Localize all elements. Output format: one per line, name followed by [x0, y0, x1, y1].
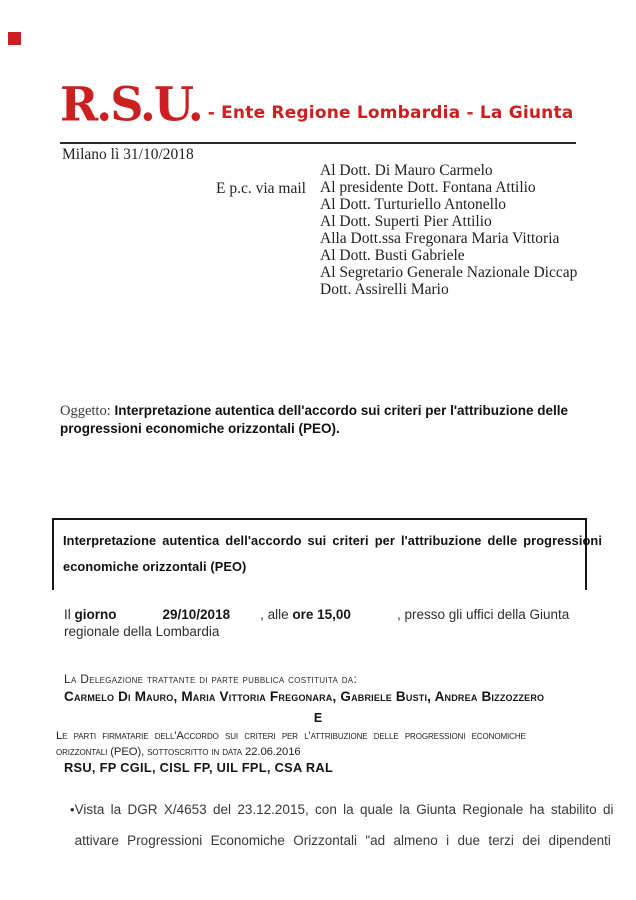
signatory-parties: [56, 729, 584, 760]
bullet-line: Vista la DGR X/4653 del 23.12.2015, con la quale la Giunta Regionale ha stabilito di: [74, 802, 614, 817]
meeting-giorno-label: giorno: [74, 607, 117, 622]
subject-paragraph: [60, 402, 600, 437]
subject-line: [60, 402, 600, 420]
bullet-text: [75, 794, 614, 856]
meeting-details: [64, 606, 569, 640]
box-title-line: Interpretazione autentica dell'accordo sui criteri per l'attribuzione delle progressioni: [63, 533, 602, 548]
conjunction-e: E: [313, 711, 323, 725]
meeting-time: 15,00: [313, 607, 351, 622]
recipient-list: [320, 162, 577, 298]
parties-line: Le parti firmatarie dell'Accordo sui criteri per l'attribuzione delle progressioni economiche: [56, 730, 526, 742]
recipient-line: Al Dott. Superti Pier Attilio: [320, 213, 492, 230]
meeting-line: regionale della Lombardia: [64, 624, 220, 639]
bullet-line: attivare Progressioni Economiche Orizzontali "ad almeno i due terzi dei dipendenti: [74, 833, 611, 848]
delegation-names: Carmelo Di Mauro, Maria Vittoria Fregonara, Gabriele Busti, Andrea Bizzozzero: [64, 689, 545, 704]
box-title-line: economiche orizzontali (PEO): [63, 559, 247, 574]
subject-line: progressioni economiche orizzontali (PEO).: [60, 421, 340, 436]
recipient-line: Dott. Assirelli Mario: [320, 281, 449, 298]
logo-tagline: - Ente Regione Lombardia - La Giunta: [207, 103, 574, 123]
dateline: Milano lì 31/10/2018: [62, 146, 194, 163]
recipient-line: Al Segretario Generale Nazionale Diccap: [320, 264, 578, 281]
meeting-text: , presso gli uffici della Giunta: [396, 607, 570, 622]
header-divider: [60, 142, 576, 144]
recipient-line: Alla Dott.ssa Fregonara Maria Vittoria: [320, 230, 560, 247]
union-list: RSU, FP CGIL, CISL FP, UIL FPL, CSA RAL: [64, 760, 334, 775]
meeting-text: , alle: [260, 607, 293, 622]
recipient-line: Al Dott. Busti Gabriele: [320, 247, 465, 264]
delegation-intro: La Delegazione trattante di parte pubblica costituita da:: [64, 672, 358, 686]
subject-text: Interpretazione autentica dell'accordo sui criteri per l'attribuzione delle: [114, 403, 569, 418]
meeting-date: 29/10/2018: [162, 607, 231, 622]
agreement-title-box: [52, 518, 602, 590]
letterhead: [60, 78, 573, 130]
recipient-line: Al Dott. Turturiello Antonello: [320, 196, 507, 213]
recipient-line: Al Dott. Di Mauro Carmelo: [320, 162, 493, 179]
meeting-ore-label: ore: [292, 607, 314, 622]
bullet-icon: •: [70, 802, 75, 817]
rsu-logo: R.S.U.: [60, 76, 202, 132]
cc-note: E p.c. via mail: [216, 180, 306, 197]
recipient-line: Al presidente Dott. Fontana Attilio: [320, 179, 536, 196]
bullet-paragraph: [70, 794, 614, 856]
meeting-text: Il: [64, 607, 75, 622]
red-square-mark-icon: [8, 32, 21, 45]
parties-line: orizzontali (PEO), sottoscritto in data 22.06.2016: [56, 745, 301, 758]
meeting-line: [64, 606, 569, 623]
subject-label: Oggetto:: [60, 403, 111, 419]
